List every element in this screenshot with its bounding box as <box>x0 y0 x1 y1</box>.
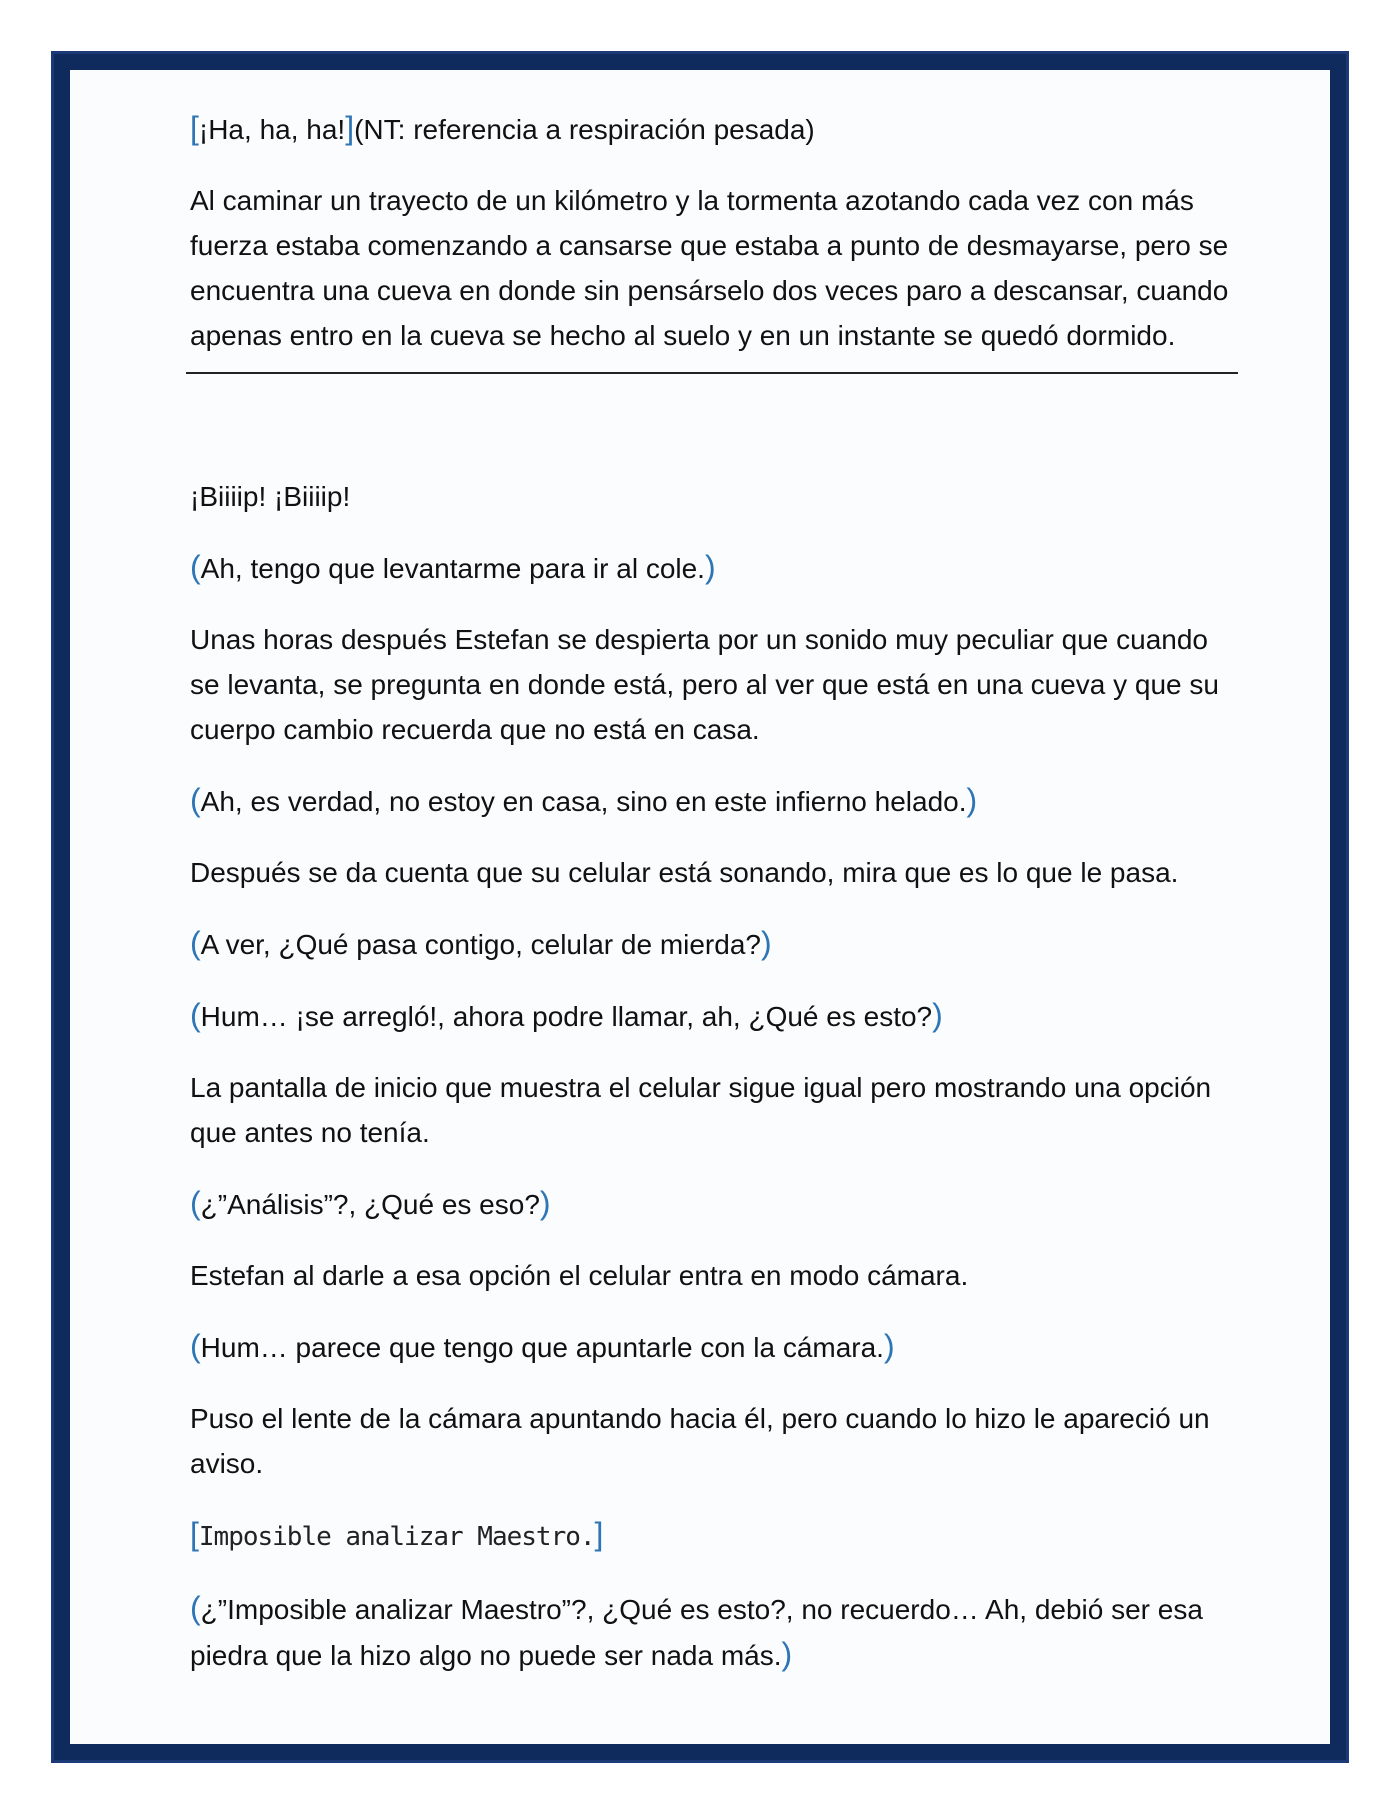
paragraph: Al caminar un trayecto de un kilómetro y la tormenta azotando cada vez con más fuerza estaba comenzando a cansarse que estaba a punto de desmayarse, pero se encuentra una cueva en donde sin pensárselo dos veces paro a descansar, cuando apenas entro en la cueva se hecho al suelo y en un instante se quedó dormido. <box>190 185 1229 351</box>
thought-line: (Ah, es verdad, no estoy en casa, sino en este infierno helado.) <box>190 782 978 818</box>
page-border-frame <box>54 54 1346 1760</box>
thought-line: (A ver, ¿Qué pasa contigo, celular de mierda?) <box>190 925 772 961</box>
thought-line: (¿”Imposible analizar Maestro”?, ¿Qué es esto?, no recuerdo… Ah, debió ser esa piedra que la hizo algo no puede ser nada más.) <box>190 1590 1203 1672</box>
paragraph: Después se da cuenta que su celular está sonando, mira que es lo que le pasa. <box>190 857 1179 888</box>
thought-line: (Ah, tengo que levantarme para ir al cole.) <box>190 549 716 585</box>
story-text <box>190 106 1234 1704</box>
thought-line: (¿”Análisis”?, ¿Qué es eso?) <box>190 1185 551 1221</box>
page-sheet <box>70 70 1330 1744</box>
alarm-line: ¡Biiiip! ¡Biiiip! <box>190 481 351 512</box>
paragraph: Puso el lente de la cámara apuntando hacia él, pero cuando lo hizo le apareció un aviso. <box>190 1403 1210 1479</box>
system-message-line: [Imposible analizar Maestro.] <box>190 1516 604 1552</box>
paragraph: Unas horas después Estefan se despierta por un sonido muy peculiar que cuando se levanta, se pregunta en donde está, pero al ver que está en una cueva y que su cuerpo cambio recuerda que no está en casa. <box>190 624 1219 745</box>
sound-effect-line: [¡Ha, ha, ha!](NT: referencia a respiración pesada) <box>190 110 815 146</box>
paragraph: La pantalla de inicio que muestra el celular sigue igual pero mostrando una opción que antes no tenía. <box>190 1072 1212 1148</box>
paragraph: Estefan al darle a esa opción el celular entra en modo cámara. <box>190 1260 969 1291</box>
thought-line: (Hum… ¡se arregló!, ahora podre llamar, ah, ¿Qué es esto?) <box>190 997 943 1033</box>
translator-note: (NT: referencia a respiración pesada) <box>354 114 815 145</box>
thought-line: (Hum… parece que tengo que apuntarle con la cámara.) <box>190 1328 895 1364</box>
